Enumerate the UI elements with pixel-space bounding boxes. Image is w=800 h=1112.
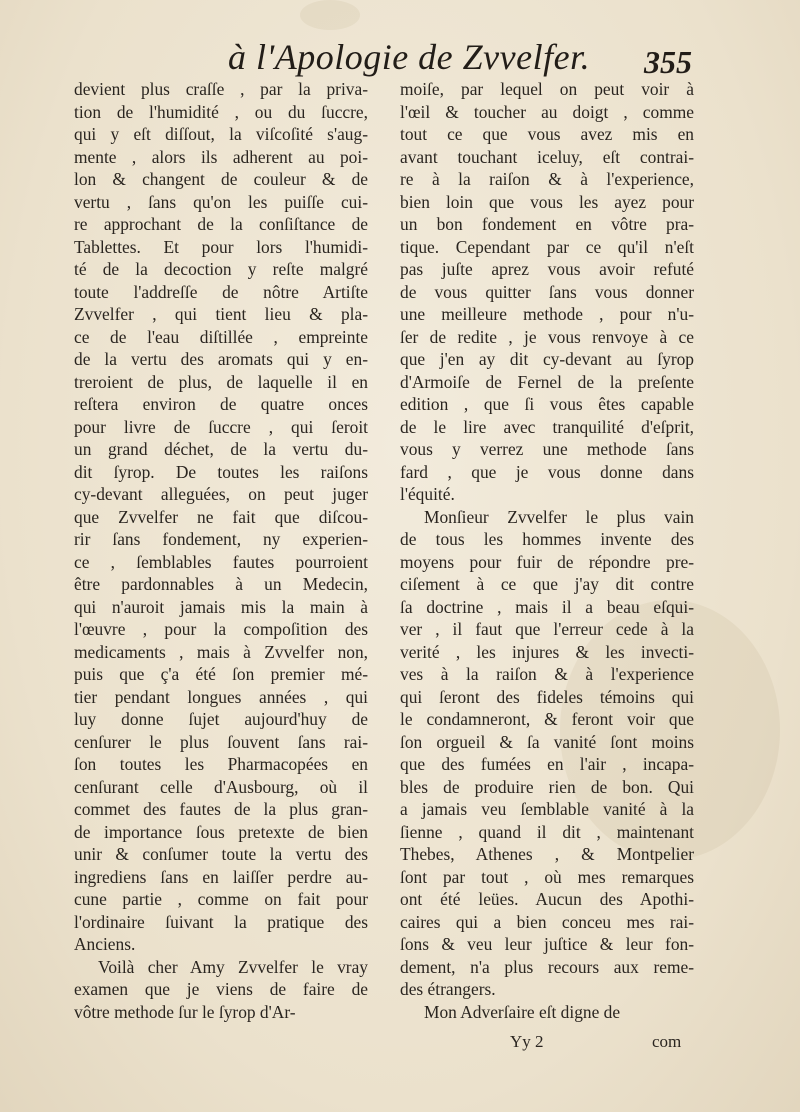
text-line: moiſe, par lequel on peut voir à <box>400 79 694 99</box>
text-line: unir & conſumer toute la vertu des <box>74 844 368 864</box>
text-line: des étrangers. <box>400 979 496 999</box>
right-text-column <box>400 78 694 1023</box>
text-line: cenſurant celle d'Ausbourg, où il <box>74 776 368 797</box>
text-line: tique. Cependant par ce qu'il n'eſt <box>400 236 694 257</box>
text-line: tier pendant longues années , qui <box>74 686 368 707</box>
text-line: ver , il faut que l'erreur cede à la <box>400 619 694 639</box>
text-line: dit ſyrop. De toutes les raiſons <box>74 461 368 482</box>
text-line: dement, n'a plus recours aux reme- <box>400 956 694 977</box>
text-line: moyens pour fuir de répondre pre- <box>400 551 694 572</box>
left-text-column <box>74 78 368 1023</box>
paper-stain <box>300 0 360 30</box>
text-line: vous y verrez une methode ſans <box>400 439 694 459</box>
text-line: verité , les injures & les invecti- <box>400 641 694 662</box>
text-line: ingrediens ſans en laiſſer perdre au- <box>74 866 368 887</box>
text-line: Mon Adverſaire eſt digne de <box>424 1001 621 1022</box>
text-line: caires qui a bien conceu mes rai- <box>400 911 694 932</box>
text-line: pour livre de ſuccre , qui ſeroit <box>74 416 368 437</box>
text-line: l'œil & toucher au doigt , comme <box>400 101 694 122</box>
text-line: ſons & veu leur juſtice & leur fon- <box>400 934 694 954</box>
text-line: bien loin que vous les ayez pour <box>400 191 694 212</box>
text-line: que des fumées en l'air , incapa- <box>400 754 694 774</box>
text-line: une meilleure methode , pour n'u- <box>400 304 694 324</box>
text-line: l'œuvre , pour la compoſition des <box>74 619 368 639</box>
text-line: medicaments , mais à Zvvelfer non, <box>74 641 368 662</box>
text-line: que j'en ay dit cy-devant au ſyrop <box>400 349 694 369</box>
text-line: l'équité. <box>400 484 455 504</box>
text-line: devient plus craſſe , par la priva- <box>74 79 368 99</box>
text-line: bles de produire rien de bon. Qui <box>400 776 694 797</box>
page-number: 355 <box>644 44 692 80</box>
text-line: Monſieur Zvvelfer le plus vain <box>424 506 694 527</box>
text-line: ſon toutes les Pharmacopées en <box>74 754 368 774</box>
text-line: de importance ſous pretexte de bien <box>74 821 368 842</box>
text-line: Voilà cher Amy Zvvelfer le vray <box>98 956 368 977</box>
text-line: qui y eſt diſſout, la viſcoſité s'aug- <box>74 124 368 144</box>
text-line: vertu , ſans qu'on les puiſſe cui- <box>74 191 368 212</box>
text-line: mente , alors ils adherent au poi- <box>74 146 368 167</box>
text-line: a jamais veu ſemblable vanité à la <box>400 799 694 819</box>
text-line: pas juſte aprez vous avoir refuté <box>400 259 694 279</box>
text-line: tout ce que vous avez mis en <box>400 124 694 144</box>
text-line: toute l'addreſſe de nôtre Artiſte <box>74 281 368 302</box>
text-line: reſtera environ de quatre onces <box>74 394 368 414</box>
text-line: tion de l'humidité , ou du ſuccre, <box>74 101 368 122</box>
text-line: un grand déchet, de la vertu du- <box>74 439 368 459</box>
text-line: le condamneront, & feront voir que <box>400 709 694 729</box>
text-line: ont été leües. Aucun des Apothi- <box>400 889 694 909</box>
text-line: Zvvelfer , qui tient lieu & pla- <box>74 304 368 324</box>
text-line: d'Armoiſe de Fernel de la preſente <box>400 371 694 392</box>
text-line: rir ſans fondement, ny experien- <box>74 529 368 549</box>
text-line: de le lire avec tranquilité d'eſprit, <box>400 416 694 437</box>
text-line: avant touchant iceluy, eſt contrai- <box>400 146 694 167</box>
text-line: commet des fautes de la plus gran- <box>74 799 368 819</box>
text-line: examen que je viens de faire de <box>74 979 368 999</box>
text-line: Anciens. <box>74 934 136 954</box>
text-line: cy-devant alleguées, on peut juger <box>74 484 368 504</box>
text-line: edition , que ſi vous êtes capable <box>400 394 694 414</box>
text-line: ſienne , quand il dit , maintenant <box>400 821 694 842</box>
text-line: ſont par tout , où mes remarques <box>400 866 694 887</box>
text-line: de vous quitter ſans vous donner <box>400 281 694 302</box>
running-title: à l'Apologie de Zvvelfer. <box>228 37 591 77</box>
text-line: ce , ſemblables fautes pourroient <box>74 551 368 572</box>
text-line: de tous les hommes invente des <box>400 529 694 549</box>
signature-mark: Yy 2 <box>510 1032 544 1051</box>
text-line: puis que ç'a été ſon premier mé- <box>74 664 368 684</box>
text-line: ſon orgueil & ſa vanité ſont moins <box>400 731 694 752</box>
text-line: ves à la raiſon & à l'experience <box>400 664 694 684</box>
text-line: lon & changent de couleur & de <box>74 169 368 189</box>
text-line: luy donne ſujet aujourd'huy de <box>74 709 368 729</box>
text-line: re à la raiſon & à l'experience, <box>400 169 694 189</box>
text-line: Thebes, Athenes , & Montpelier <box>400 844 694 864</box>
text-line: cenſurer le plus ſouvent ſans rai- <box>74 731 368 752</box>
text-line: de la vertu des aromats qui y en- <box>74 349 368 369</box>
text-line: treroient de plus, de laquelle il en <box>74 371 368 392</box>
text-line: ciſement à ce que j'ay dit contre <box>400 574 694 594</box>
text-line: ſer de redite , je vous renvoye à ce <box>400 326 694 347</box>
text-line: re approchant de la conſiſtance de <box>74 214 368 234</box>
text-line: être pardonnables à un Medecin, <box>74 574 368 594</box>
text-line: qui n'auroit jamais mis la main à <box>74 596 368 617</box>
text-line: qui ſeront des fideles témoins qui <box>400 686 694 707</box>
catchword: com <box>652 1032 682 1051</box>
text-line: que Zvvelfer ne fait que diſcou- <box>74 506 368 527</box>
text-line: cune partie , comme on fait pour <box>74 889 368 909</box>
text-line: Tablettes. Et pour lors l'humidi- <box>74 236 368 257</box>
text-line: l'ordinaire ſuivant la pratique des <box>74 911 368 932</box>
text-line: fard , que je vous donne dans <box>400 461 694 482</box>
text-line: vôtre methode ſur le ſyrop d'Ar- <box>74 1001 296 1022</box>
text-line: un bon fondement en vôtre pra- <box>400 214 694 234</box>
text-line: ſa doctrine , mais il a beau eſqui- <box>400 596 694 617</box>
text-line: ce de l'eau diſtillée , empreinte <box>74 326 368 347</box>
text-line: té de la decoction y reſte malgré <box>74 259 368 279</box>
